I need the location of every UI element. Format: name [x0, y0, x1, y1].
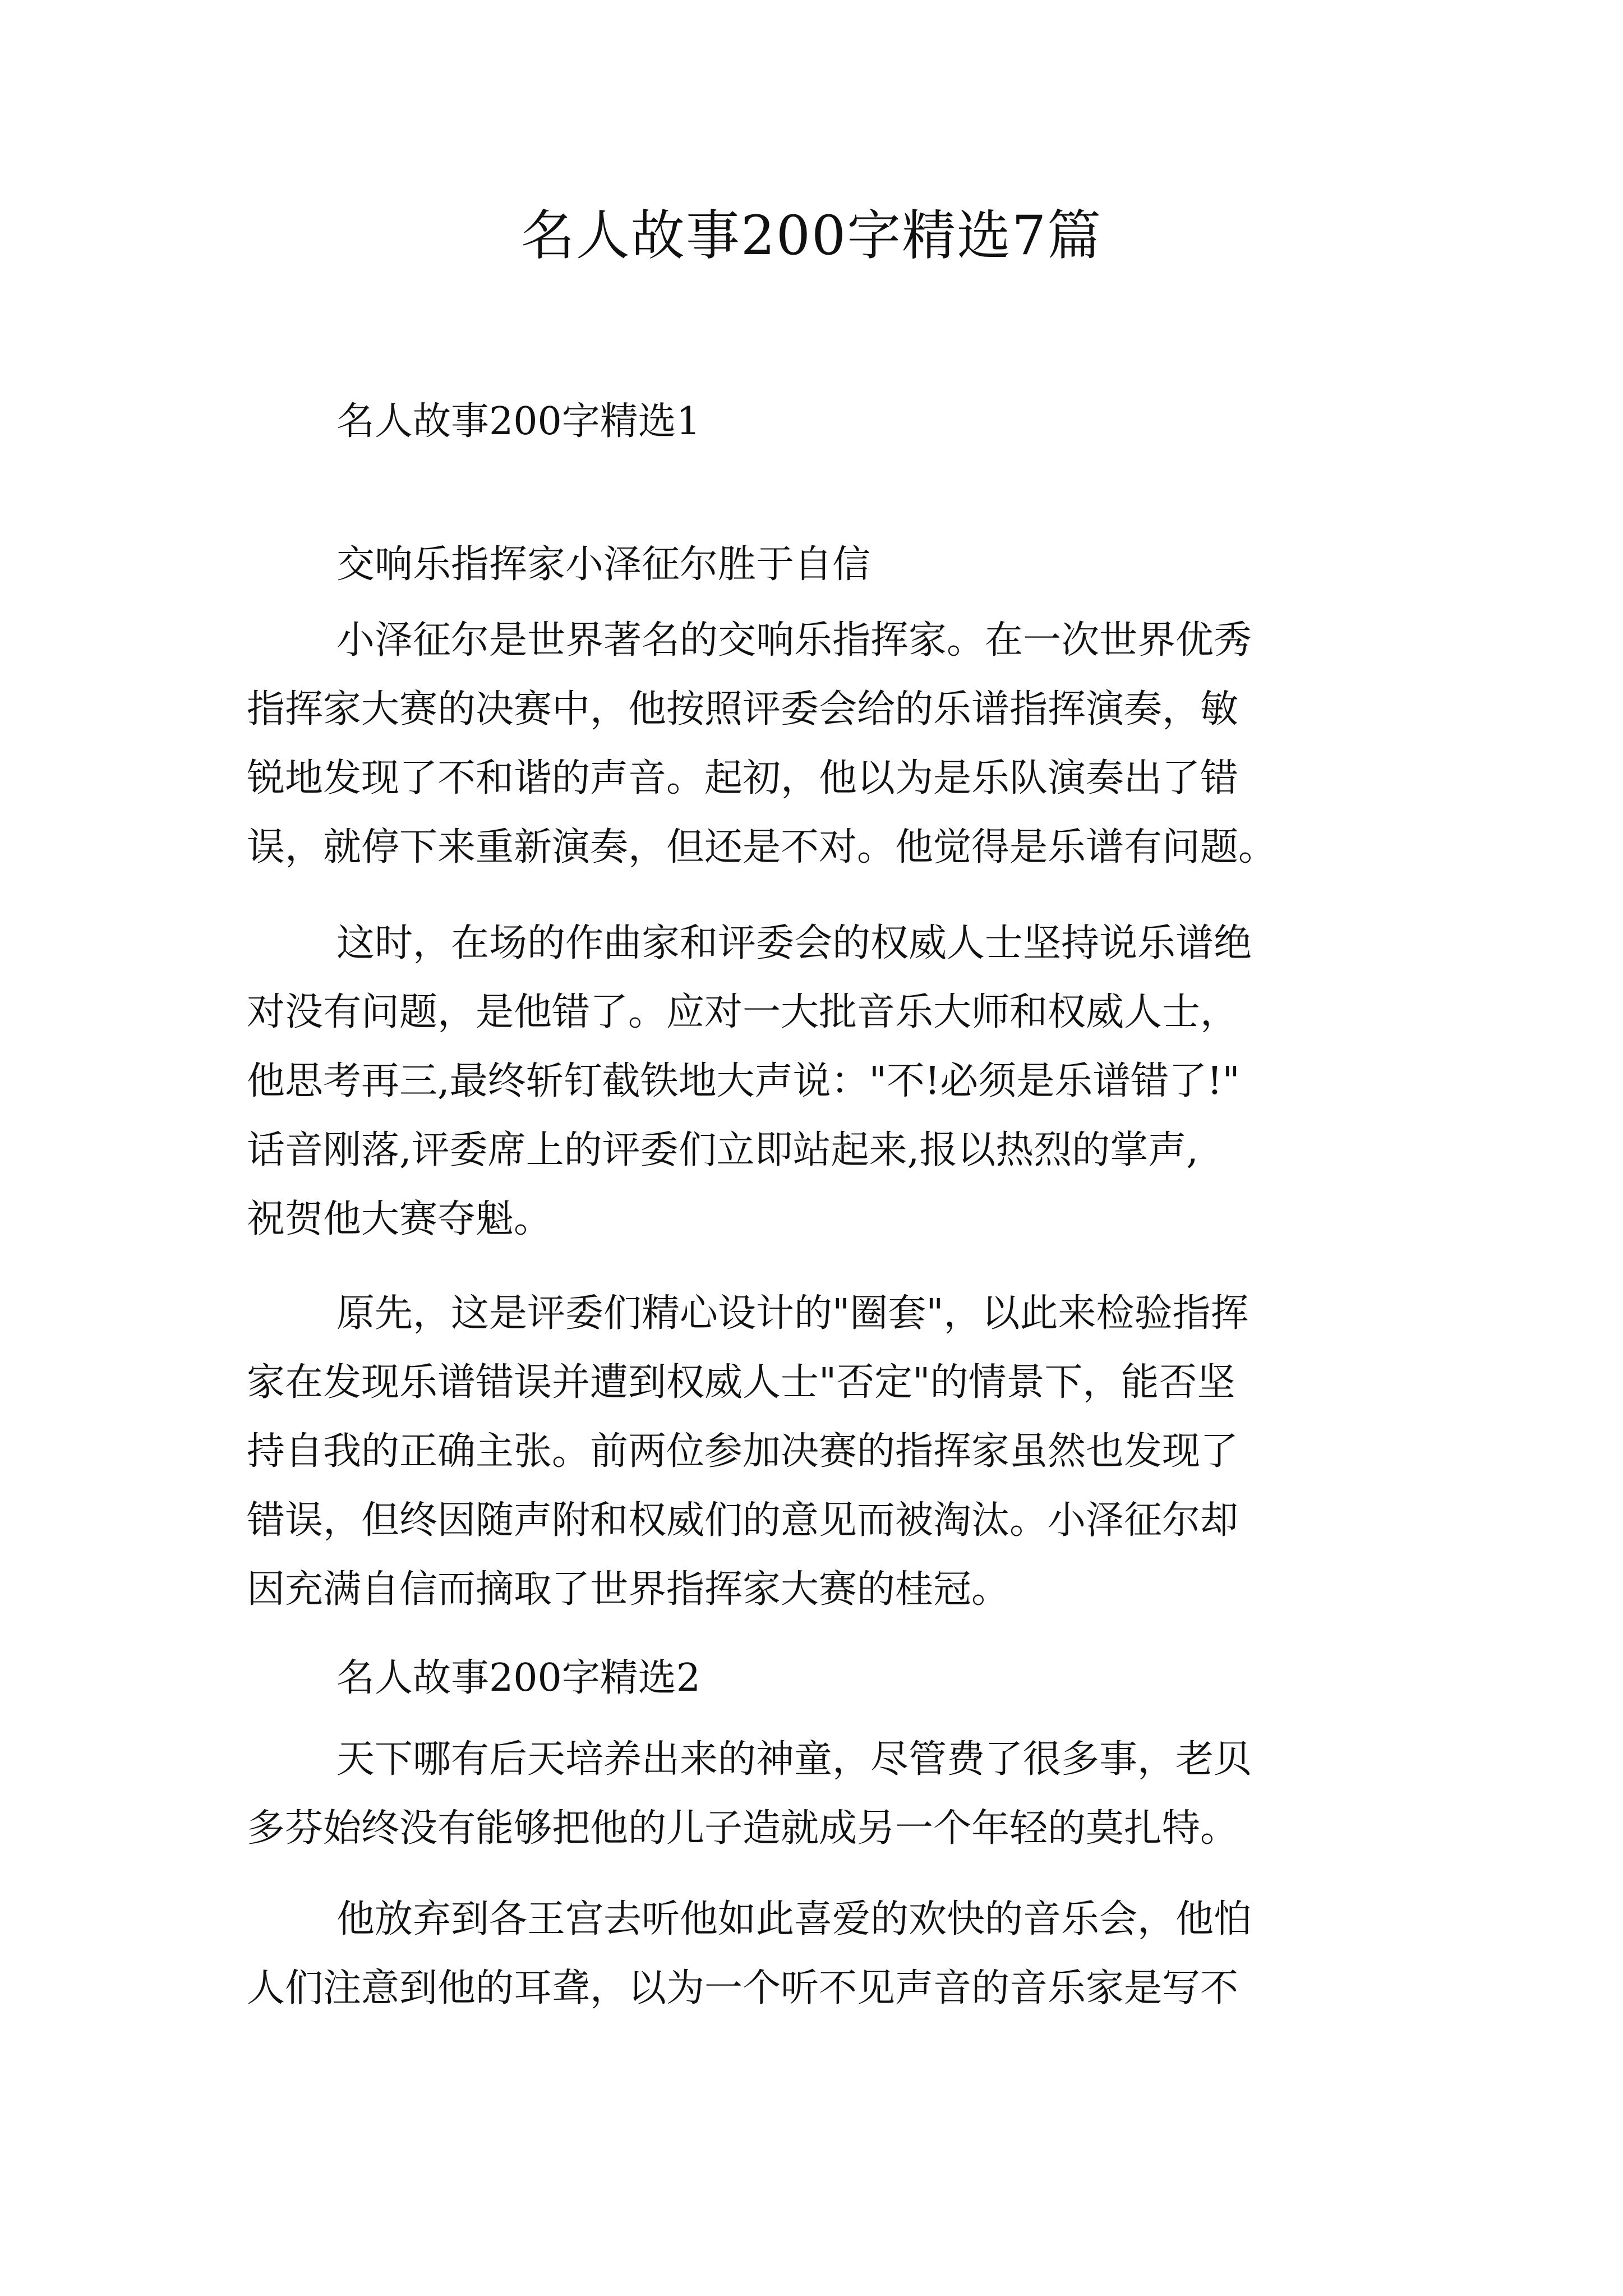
paragraph-line: 祝贺他大赛夺魁。 [247, 1197, 552, 1241]
paragraph-line: 原先，这是评委们精心设计的"圈套"，以此来检验指挥 [336, 1291, 1249, 1336]
paragraph-line: 他放弃到各王宫去听他如此喜爱的欢快的音乐会，他怕 [336, 1897, 1252, 1941]
paragraph-line: 多芬始终没有能够把他的儿子造就成另一个年轻的莫扎特。 [247, 1806, 1239, 1851]
section-heading-1: 名人故事200字精选1 [336, 399, 701, 444]
paragraph-line: 持自我的正确主张。前两位参加决赛的指挥家虽然也发现了 [247, 1429, 1239, 1474]
paragraph-line: 家在发现乐谱错误并遭到权威人士"否定"的情景下，能否坚 [247, 1360, 1235, 1405]
paragraph-line: 指挥家大赛的决赛中，他按照评委会给的乐谱指挥演奏，敏 [247, 687, 1239, 731]
paragraph-line: 天下哪有后天培养出来的神童，尽管费了很多事，老贝 [336, 1737, 1252, 1782]
paragraph-line: 这时，在场的作曲家和评委会的权威人士坚持说乐谱绝 [336, 921, 1252, 965]
document-title: 名人故事200字精选7篇 [520, 204, 1103, 267]
paragraph-line: 人们注意到他的耳聋，以为一个听不见声音的音乐家是写不 [247, 1966, 1239, 2010]
paragraph-line: 小泽征尔是世界著名的交响乐指挥家。在一次世界优秀 [336, 618, 1252, 662]
section-heading-2: 名人故事200字精选2 [336, 1656, 701, 1700]
paragraph-line: 错误，但终因随声附和权威们的意见而被淘汰。小泽征尔却 [247, 1498, 1239, 1543]
story-heading: 交响乐指挥家小泽征尔胜于自信 [336, 542, 871, 587]
paragraph-line: 对没有问题，是他错了。应对一大批音乐大师和权威人士， [247, 990, 1239, 1034]
paragraph-line: 因充满自信而摘取了世界指挥家大赛的桂冠。 [247, 1567, 1010, 1612]
paragraph-line: 锐地发现了不和谐的声音。起初，他以为是乐队演奏出了错 [247, 756, 1239, 800]
paragraph-line: 话音刚落,评委席上的评委们立即站起来,报以热烈的掌声, [247, 1128, 1198, 1172]
paragraph-line: 他思考再三,最终斩钉截铁地大声说："不!必须是乐谱错了!" [247, 1059, 1240, 1103]
paragraph-line: 误，就停下来重新演奏，但还是不对。他觉得是乐谱有问题。 [247, 825, 1277, 869]
